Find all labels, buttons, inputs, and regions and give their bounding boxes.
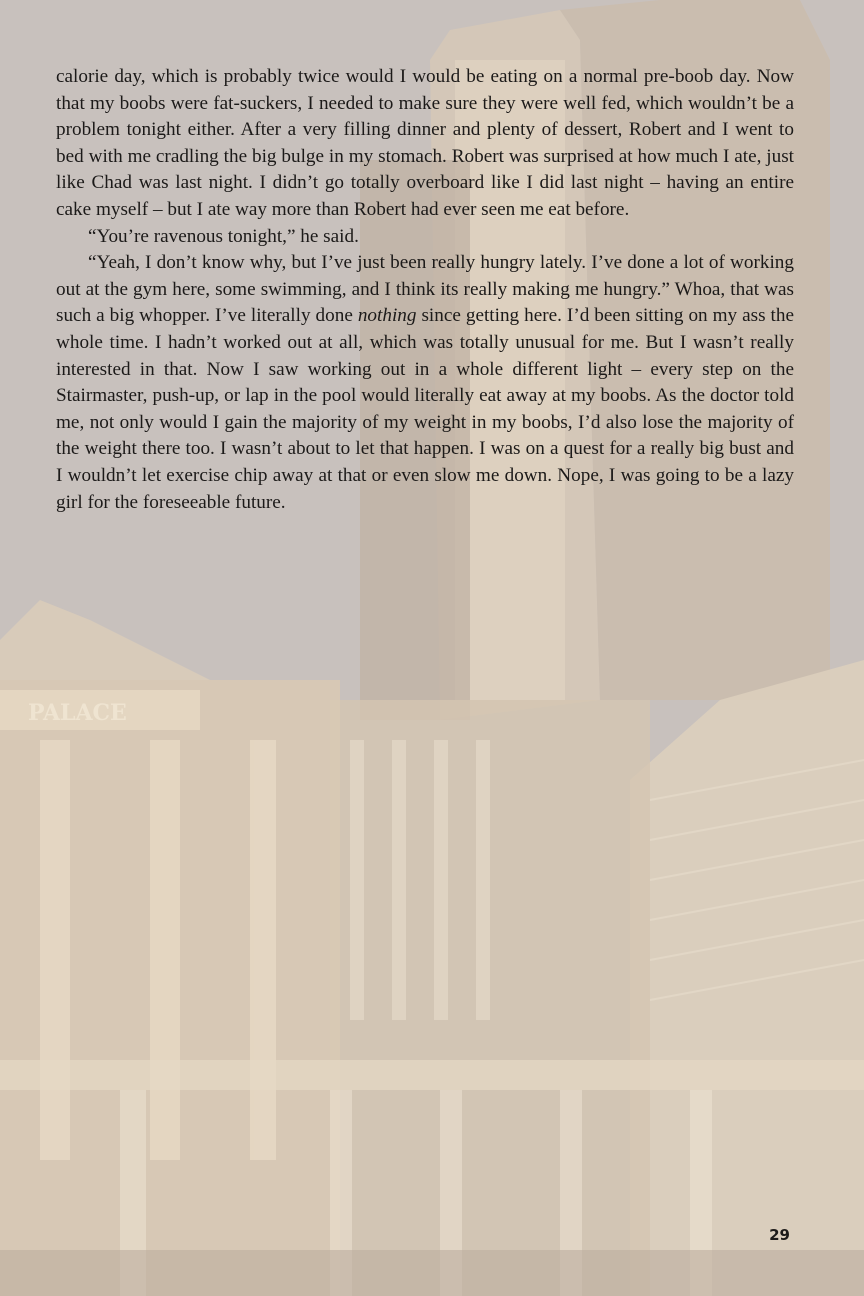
palace-sign: PALACE: [28, 700, 127, 726]
page-number: 29: [769, 1226, 790, 1244]
paragraph-text: “Yeah, I don’t know why, but I’ve just been really hungry lately. I’ve done a lot of working out at the gym here, some swimming, and I think its really making me hungry.” Whoa, that was such a big whopper. I’ve literally done: [56, 252, 794, 327]
paragraph-text: since getting here. I’d been sitting on my ass the whole time. I hadn’t worked out at all, which was totally unusual for me. But I wasn’t really interested in that. Now I saw working out in a whole different light – every step on the Stairmaster, push-up, or lap in the pool would literally eat away at my boobs. As the doctor told me, not only would I gain the majority of my weight in my boobs, I’d also lose the majority of the weight there too. I wasn’t about to let that happen. I was on a quest for a really big bust and I wouldn’t let exercise chip away at that or even slow me down. Nope, I was going to be a lazy girl for the foreseeable future.: [56, 305, 794, 513]
italic-text: nothing: [357, 305, 417, 327]
paragraph-text: “You’re ravenous tonight,” he said.: [88, 225, 359, 247]
paragraph: [56, 224, 794, 251]
paragraph-text: calorie day, which is probably twice would I would be eating on a normal pre-boob day. Now that my boobs were fat-suckers, I needed to make sure they were well fed, which wouldn’t be a problem tonight either. After a very filling dinner and plenty of dessert, Robert and I went to bed with me cradling the big bulge in my stomach. Robert was surprised at how much I ate, just like Chad was last night. I didn’t go totally overboard like I did last night – having an entire cake myself – but I ate way more than Robert had ever seen me eat before.: [56, 66, 794, 220]
paragraph: [56, 64, 794, 224]
paragraph: [56, 250, 794, 516]
body-text: [56, 64, 794, 516]
